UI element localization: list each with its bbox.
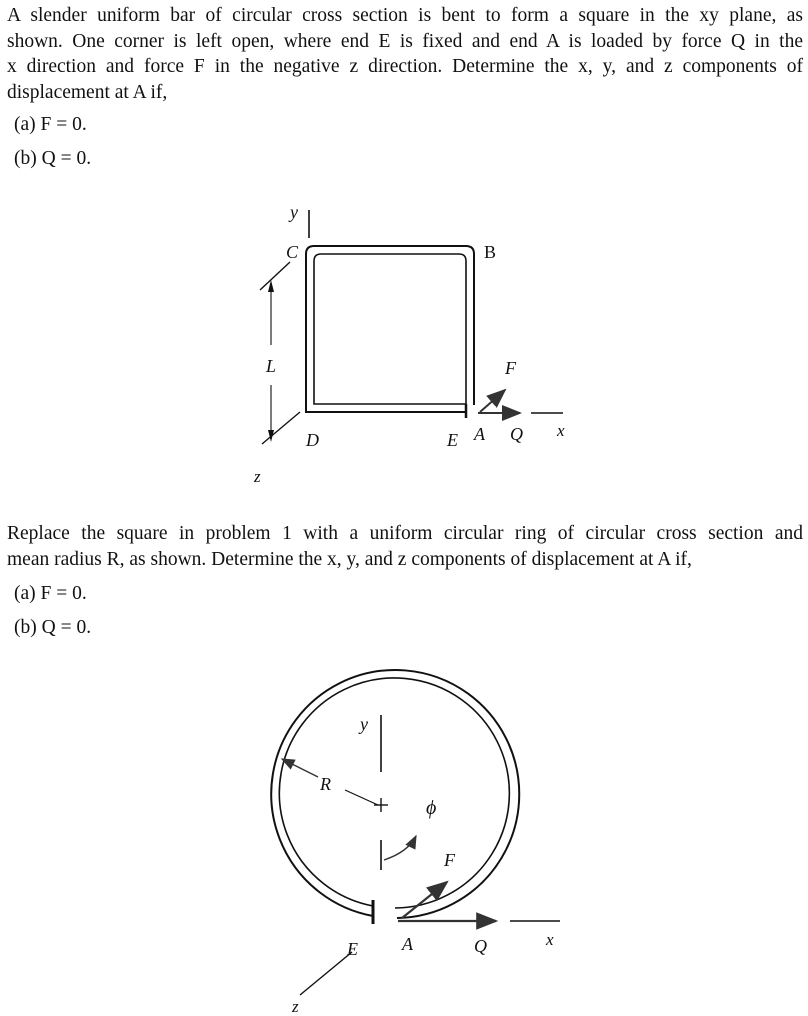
label-y: y <box>290 202 298 222</box>
label-c: C <box>286 242 299 262</box>
label-b: B <box>484 242 497 262</box>
problem-2-line-2: mean radius R, as shown. Determine the x, y, and z components of displacement at A if, <box>7 548 692 570</box>
ring-inner <box>279 678 509 908</box>
radius-line <box>345 790 378 805</box>
radius-arrow <box>282 759 318 777</box>
problem-2-item-a: (a) F = 0. <box>14 583 87 604</box>
force-f-arrow-ring <box>402 882 447 918</box>
ring-label-phi: ϕ <box>426 797 437 819</box>
problem-1-item-a: (a) F = 0. <box>14 114 87 135</box>
problem-1-line-2: shown. One corner is left open, where end E is fixed and end A is loaded by force Q in the <box>7 30 803 52</box>
problem-1-line-1: A slender uniform bar of circular cross section is bent to form a square in the xy plane, as <box>7 5 803 26</box>
label-l: L <box>266 356 277 376</box>
label-d: D <box>306 430 319 450</box>
ring-label-y: y <box>360 714 368 734</box>
label-z: z <box>254 467 261 486</box>
ring-label-a: A <box>402 934 413 954</box>
phi-arrow <box>384 836 416 860</box>
ring-label-z: z <box>292 997 299 1016</box>
problem-1-line-4: displacement at A if, <box>7 81 168 103</box>
ring-z-axis <box>300 952 352 995</box>
problem-2-line-1: Replace the square in problem 1 with a uniform circular ring of circular cross section and <box>7 523 803 544</box>
label-q: Q <box>510 424 523 444</box>
problem-1-item-b: (b) Q = 0. <box>14 148 92 169</box>
ring-outer <box>271 670 519 918</box>
ring-label-x: x <box>546 930 554 949</box>
problem-1-line-3: x direction and force F in the negative z direction. Determine the x, y, and z components of <box>7 56 803 77</box>
ring-label-q: Q <box>474 936 487 956</box>
ring-label-r: R <box>320 774 331 794</box>
problem-2-item-b: (b) Q = 0. <box>14 617 92 638</box>
label-a: A <box>474 424 485 444</box>
label-f: F <box>505 358 516 378</box>
ring-label-e: E <box>347 939 358 959</box>
ring-label-f: F <box>444 850 455 870</box>
label-e: E <box>447 430 458 450</box>
label-x: x <box>557 421 565 440</box>
